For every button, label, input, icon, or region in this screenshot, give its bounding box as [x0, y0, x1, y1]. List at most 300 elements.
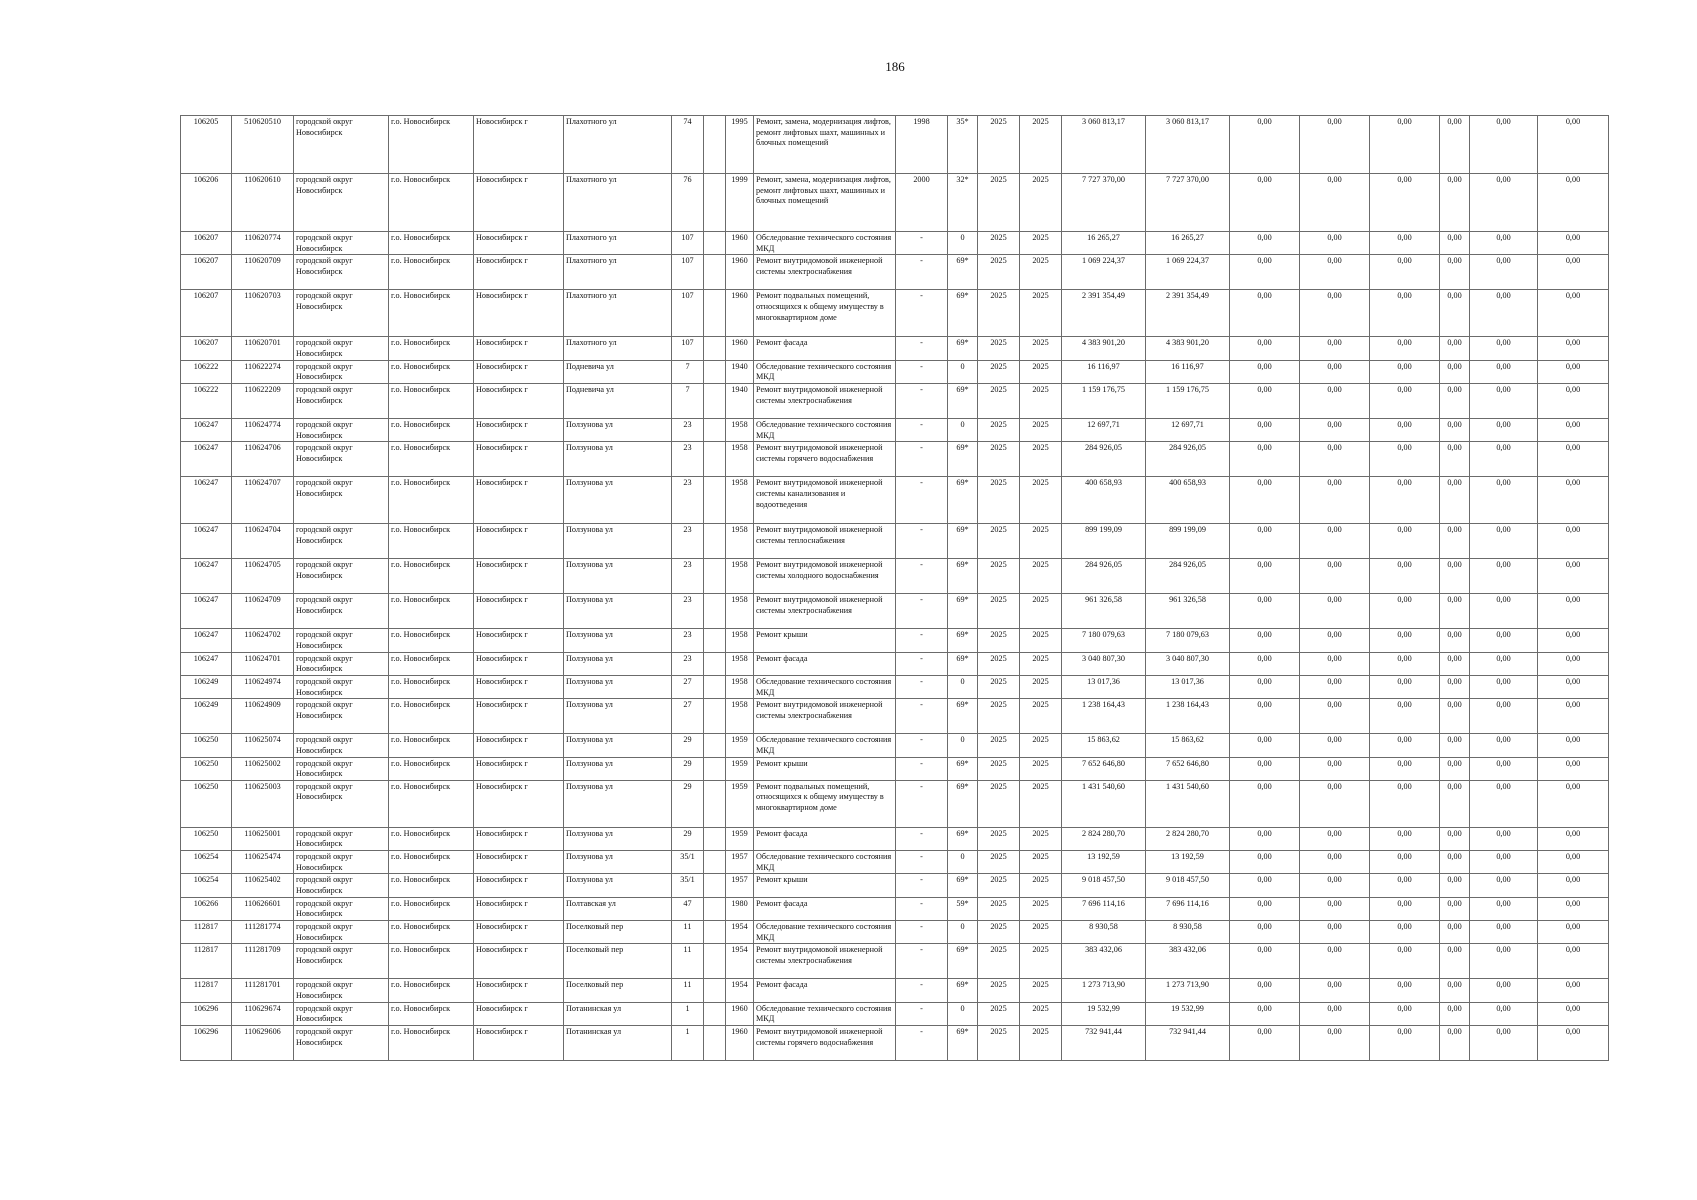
cell-plan-year-to: 2025 [1020, 232, 1062, 255]
cell-urban-district: г.о. Новосибирск [389, 652, 474, 675]
cell-plan-year-from: 2025 [978, 897, 1020, 920]
cell-year-built: 1957 [726, 874, 754, 897]
cell-plan-year-to: 2025 [1020, 174, 1062, 232]
cell-total-cost: 16 116,97 [1062, 360, 1146, 383]
cell-house-id: 106254 [181, 851, 232, 874]
cell-record-id: 110629606 [232, 1026, 294, 1061]
cell-work-type: Обследование технического состояния МКД [754, 851, 896, 874]
cell-work-type: Ремонт внутридомовой инженерной системы канализования и водоотведения [754, 477, 896, 524]
cell-plan-year-from: 2025 [978, 524, 1020, 559]
cell-total-cost: 3 040 807,30 [1062, 652, 1146, 675]
cell-cost-col-18: 0,00 [1300, 874, 1370, 897]
cell-municipality: городской округ Новосибирск [294, 874, 389, 897]
cell-building [704, 827, 726, 850]
cell-cost-col-17: 0,00 [1230, 559, 1300, 594]
cell-plan-year-to: 2025 [1020, 699, 1062, 734]
cell-urban-district: г.о. Новосибирск [389, 944, 474, 979]
cell-year-built: 1960 [726, 337, 754, 360]
cell-cost-col-17: 0,00 [1230, 594, 1300, 629]
cell-street: Ползунова ул [564, 734, 672, 757]
cell-year-built: 1954 [726, 921, 754, 944]
cell-cost-col-21: 0,00 [1470, 290, 1538, 337]
cell-work-type: Ремонт фасада [754, 827, 896, 850]
cell-cost-col-17: 0,00 [1230, 383, 1300, 418]
cell-house-number: 23 [672, 594, 704, 629]
cell-record-id: 110625402 [232, 874, 294, 897]
cell-year-built: 1999 [726, 174, 754, 232]
cell-record-id: 110625474 [232, 851, 294, 874]
cell-year-built: 1959 [726, 827, 754, 850]
cell-last-repair-year: 2000 [896, 174, 948, 232]
cell-cost-col-18: 0,00 [1300, 337, 1370, 360]
cell-cost-col-21: 0,00 [1470, 780, 1538, 827]
cell-cost-total-2: 284 926,05 [1146, 559, 1230, 594]
cell-settlement: Новосибирск г [474, 174, 564, 232]
cell-urban-district: г.о. Новосибирск [389, 232, 474, 255]
cell-street: Плахотного ул [564, 116, 672, 174]
cell-building [704, 675, 726, 698]
cell-wear-percent: 69* [948, 1026, 978, 1061]
cell-wear-percent: 69* [948, 524, 978, 559]
cell-last-repair-year: - [896, 524, 948, 559]
cell-year-built: 1958 [726, 699, 754, 734]
cell-cost-col-19: 0,00 [1370, 477, 1440, 524]
cell-cost-col-21: 0,00 [1470, 757, 1538, 780]
cell-cost-total-2: 15 863,62 [1146, 734, 1230, 757]
cell-urban-district: г.о. Новосибирск [389, 290, 474, 337]
cell-work-type: Обследование технического состояния МКД [754, 232, 896, 255]
cell-total-cost: 7 652 646,80 [1062, 757, 1146, 780]
cell-cost-col-19: 0,00 [1370, 174, 1440, 232]
cell-total-cost: 12 697,71 [1062, 418, 1146, 441]
cell-cost-col-20: 0,00 [1440, 594, 1470, 629]
cell-wear-percent: 0 [948, 1002, 978, 1025]
cell-work-type: Ремонт фасада [754, 979, 896, 1002]
cell-last-repair-year: - [896, 827, 948, 850]
cell-cost-col-18: 0,00 [1300, 477, 1370, 524]
cell-settlement: Новосибирск г [474, 979, 564, 1002]
cell-cost-col-17: 0,00 [1230, 629, 1300, 652]
cell-cost-col-22: 0,00 [1538, 699, 1609, 734]
cell-urban-district: г.о. Новосибирск [389, 116, 474, 174]
cell-cost-col-19: 0,00 [1370, 652, 1440, 675]
cell-settlement: Новосибирск г [474, 524, 564, 559]
cell-urban-district: г.о. Новосибирск [389, 1002, 474, 1025]
cell-work-type: Ремонт фасада [754, 897, 896, 920]
cell-record-id: 110624702 [232, 629, 294, 652]
table-row [181, 734, 1609, 757]
cell-year-built: 1940 [726, 383, 754, 418]
cell-cost-col-20: 0,00 [1440, 524, 1470, 559]
cell-plan-year-to: 2025 [1020, 897, 1062, 920]
cell-house-id: 106250 [181, 780, 232, 827]
cell-building [704, 897, 726, 920]
cell-urban-district: г.о. Новосибирск [389, 477, 474, 524]
cell-house-number: 23 [672, 477, 704, 524]
cell-cost-col-17: 0,00 [1230, 418, 1300, 441]
cell-cost-col-22: 0,00 [1538, 232, 1609, 255]
cell-work-type: Ремонт подвальных помещений, относящихся к общему имуществу в многоквартирном доме [754, 290, 896, 337]
cell-cost-col-17: 0,00 [1230, 699, 1300, 734]
cell-record-id: 110624774 [232, 418, 294, 441]
cell-building [704, 594, 726, 629]
cell-house-id: 112817 [181, 979, 232, 1002]
cell-cost-col-21: 0,00 [1470, 418, 1538, 441]
cell-house-id: 106296 [181, 1026, 232, 1061]
cell-cost-col-20: 0,00 [1440, 255, 1470, 290]
cell-building [704, 290, 726, 337]
cell-total-cost: 1 431 540,60 [1062, 780, 1146, 827]
cell-last-repair-year: - [896, 559, 948, 594]
cell-house-number: 47 [672, 897, 704, 920]
cell-year-built: 1958 [726, 524, 754, 559]
cell-house-id: 106247 [181, 629, 232, 652]
cell-last-repair-year: - [896, 944, 948, 979]
cell-last-repair-year: - [896, 1002, 948, 1025]
cell-wear-percent: 69* [948, 780, 978, 827]
cell-plan-year-from: 2025 [978, 418, 1020, 441]
cell-house-number: 76 [672, 174, 704, 232]
cell-wear-percent: 35* [948, 116, 978, 174]
cell-settlement: Новосибирск г [474, 757, 564, 780]
cell-year-built: 1954 [726, 944, 754, 979]
cell-wear-percent: 69* [948, 290, 978, 337]
cell-street: Плахотного ул [564, 290, 672, 337]
cell-year-built: 1958 [726, 442, 754, 477]
cell-plan-year-from: 2025 [978, 874, 1020, 897]
cell-cost-col-18: 0,00 [1300, 780, 1370, 827]
cell-municipality: городской округ Новосибирск [294, 897, 389, 920]
cell-cost-col-20: 0,00 [1440, 360, 1470, 383]
cell-house-number: 29 [672, 827, 704, 850]
table-row [181, 116, 1609, 174]
cell-cost-col-22: 0,00 [1538, 116, 1609, 174]
cell-cost-col-17: 0,00 [1230, 979, 1300, 1002]
cell-cost-col-17: 0,00 [1230, 734, 1300, 757]
cell-cost-col-22: 0,00 [1538, 418, 1609, 441]
cell-house-number: 23 [672, 652, 704, 675]
cell-cost-col-22: 0,00 [1538, 559, 1609, 594]
cell-cost-col-19: 0,00 [1370, 418, 1440, 441]
cell-record-id: 110622209 [232, 383, 294, 418]
cell-house-id: 106266 [181, 897, 232, 920]
cell-work-type: Ремонт подвальных помещений, относящихся к общему имуществу в многоквартирном доме [754, 780, 896, 827]
cell-total-cost: 284 926,05 [1062, 442, 1146, 477]
cell-wear-percent: 0 [948, 921, 978, 944]
cell-plan-year-from: 2025 [978, 337, 1020, 360]
cell-record-id: 110626601 [232, 897, 294, 920]
cell-house-number: 11 [672, 979, 704, 1002]
cell-building [704, 559, 726, 594]
table-row [181, 255, 1609, 290]
cell-building [704, 1002, 726, 1025]
cell-street: Подневича ул [564, 360, 672, 383]
cell-cost-total-2: 7 652 646,80 [1146, 757, 1230, 780]
cell-street: Ползунова ул [564, 874, 672, 897]
cell-municipality: городской округ Новосибирск [294, 734, 389, 757]
cell-house-id: 106207 [181, 290, 232, 337]
cell-wear-percent: 69* [948, 629, 978, 652]
cell-total-cost: 4 383 901,20 [1062, 337, 1146, 360]
cell-street: Ползунова ул [564, 442, 672, 477]
cell-work-type: Ремонт фасада [754, 337, 896, 360]
cell-house-id: 106247 [181, 524, 232, 559]
cell-plan-year-to: 2025 [1020, 1002, 1062, 1025]
cell-cost-col-18: 0,00 [1300, 921, 1370, 944]
cell-cost-col-21: 0,00 [1470, 383, 1538, 418]
cell-municipality: городской округ Новосибирск [294, 418, 389, 441]
cell-cost-col-17: 0,00 [1230, 652, 1300, 675]
cell-municipality: городской округ Новосибирск [294, 944, 389, 979]
cell-cost-col-22: 0,00 [1538, 757, 1609, 780]
cell-plan-year-from: 2025 [978, 757, 1020, 780]
cell-work-type: Ремонт внутридомовой инженерной системы электроснабжения [754, 383, 896, 418]
cell-work-type: Ремонт внутридомовой инженерной системы теплоснабжения [754, 524, 896, 559]
cell-cost-col-17: 0,00 [1230, 337, 1300, 360]
cell-work-type: Ремонт, замена, модернизация лифтов, ремонт лифтовых шахт, машинных и блочных помещений [754, 174, 896, 232]
cell-work-type: Ремонт, замена, модернизация лифтов, ремонт лифтовых шахт, машинных и блочных помещений [754, 116, 896, 174]
cell-settlement: Новосибирск г [474, 337, 564, 360]
cell-cost-col-22: 0,00 [1538, 1002, 1609, 1025]
cell-year-built: 1958 [726, 675, 754, 698]
cell-cost-col-19: 0,00 [1370, 290, 1440, 337]
cell-building [704, 418, 726, 441]
cell-urban-district: г.о. Новосибирск [389, 757, 474, 780]
cell-work-type: Ремонт внутридомовой инженерной системы электроснабжения [754, 594, 896, 629]
cell-urban-district: г.о. Новосибирск [389, 874, 474, 897]
cell-cost-col-19: 0,00 [1370, 874, 1440, 897]
cell-year-built: 1957 [726, 851, 754, 874]
cell-cost-total-2: 19 532,99 [1146, 1002, 1230, 1025]
table-row [181, 559, 1609, 594]
cell-municipality: городской округ Новосибирск [294, 232, 389, 255]
cell-year-built: 1958 [726, 594, 754, 629]
cell-work-type: Ремонт крыши [754, 629, 896, 652]
table-row [181, 290, 1609, 337]
cell-total-cost: 961 326,58 [1062, 594, 1146, 629]
cell-plan-year-from: 2025 [978, 290, 1020, 337]
cell-cost-col-22: 0,00 [1538, 360, 1609, 383]
cell-last-repair-year: - [896, 757, 948, 780]
cell-cost-col-19: 0,00 [1370, 944, 1440, 979]
cell-plan-year-to: 2025 [1020, 874, 1062, 897]
cell-last-repair-year: - [896, 780, 948, 827]
cell-last-repair-year: - [896, 383, 948, 418]
cell-year-built: 1960 [726, 290, 754, 337]
table-row [181, 979, 1609, 1002]
cell-total-cost: 2 824 280,70 [1062, 827, 1146, 850]
cell-house-number: 23 [672, 524, 704, 559]
cell-building [704, 921, 726, 944]
cell-municipality: городской округ Новосибирск [294, 383, 389, 418]
cell-cost-col-21: 0,00 [1470, 594, 1538, 629]
cell-plan-year-to: 2025 [1020, 827, 1062, 850]
cell-house-id: 106250 [181, 827, 232, 850]
cell-cost-col-19: 0,00 [1370, 827, 1440, 850]
cell-record-id: 110620610 [232, 174, 294, 232]
cell-building [704, 734, 726, 757]
cell-cost-total-2: 16 116,97 [1146, 360, 1230, 383]
cell-street: Ползунова ул [564, 594, 672, 629]
cell-cost-col-21: 0,00 [1470, 944, 1538, 979]
cell-plan-year-from: 2025 [978, 921, 1020, 944]
cell-record-id: 110620774 [232, 232, 294, 255]
cell-cost-col-20: 0,00 [1440, 174, 1470, 232]
cell-settlement: Новосибирск г [474, 851, 564, 874]
cell-cost-col-22: 0,00 [1538, 979, 1609, 1002]
cell-plan-year-to: 2025 [1020, 337, 1062, 360]
cell-municipality: городской округ Новосибирск [294, 827, 389, 850]
cell-cost-total-2: 383 432,06 [1146, 944, 1230, 979]
cell-street: Плахотного ул [564, 337, 672, 360]
cell-house-id: 106247 [181, 418, 232, 441]
cell-cost-col-18: 0,00 [1300, 360, 1370, 383]
table-row [181, 652, 1609, 675]
cell-plan-year-from: 2025 [978, 629, 1020, 652]
cell-building [704, 699, 726, 734]
cell-house-id: 106249 [181, 699, 232, 734]
cell-cost-total-2: 8 930,58 [1146, 921, 1230, 944]
cell-plan-year-to: 2025 [1020, 116, 1062, 174]
cell-wear-percent: 69* [948, 442, 978, 477]
cell-last-repair-year: - [896, 699, 948, 734]
cell-house-id: 112817 [181, 944, 232, 979]
cell-wear-percent: 69* [948, 594, 978, 629]
cell-wear-percent: 69* [948, 477, 978, 524]
cell-street: Потанинская ул [564, 1002, 672, 1025]
cell-cost-col-19: 0,00 [1370, 699, 1440, 734]
cell-municipality: городской округ Новосибирск [294, 255, 389, 290]
table-row [181, 699, 1609, 734]
cell-total-cost: 9 018 457,50 [1062, 874, 1146, 897]
cell-plan-year-from: 2025 [978, 699, 1020, 734]
cell-cost-col-17: 0,00 [1230, 442, 1300, 477]
cell-cost-col-20: 0,00 [1440, 944, 1470, 979]
cell-settlement: Новосибирск г [474, 629, 564, 652]
cell-cost-col-19: 0,00 [1370, 524, 1440, 559]
cell-municipality: городской округ Новосибирск [294, 757, 389, 780]
cell-total-cost: 1 238 164,43 [1062, 699, 1146, 734]
cell-street: Ползунова ул [564, 757, 672, 780]
table-row [181, 418, 1609, 441]
cell-cost-col-22: 0,00 [1538, 734, 1609, 757]
cell-house-id: 106250 [181, 734, 232, 757]
cell-cost-col-22: 0,00 [1538, 290, 1609, 337]
cell-record-id: 110625001 [232, 827, 294, 850]
cell-building [704, 116, 726, 174]
cell-wear-percent: 69* [948, 874, 978, 897]
cell-plan-year-from: 2025 [978, 255, 1020, 290]
cell-cost-col-17: 0,00 [1230, 477, 1300, 524]
cell-record-id: 110624704 [232, 524, 294, 559]
cell-house-number: 27 [672, 699, 704, 734]
cell-municipality: городской округ Новосибирск [294, 652, 389, 675]
cell-urban-district: г.о. Новосибирск [389, 827, 474, 850]
cell-house-id: 106206 [181, 174, 232, 232]
cell-total-cost: 8 930,58 [1062, 921, 1146, 944]
cell-settlement: Новосибирск г [474, 897, 564, 920]
cell-last-repair-year: - [896, 360, 948, 383]
cell-cost-col-22: 0,00 [1538, 629, 1609, 652]
repair-program-table [180, 115, 1609, 1061]
cell-year-built: 1959 [726, 780, 754, 827]
cell-cost-col-22: 0,00 [1538, 675, 1609, 698]
cell-house-number: 35/1 [672, 851, 704, 874]
cell-cost-col-20: 0,00 [1440, 629, 1470, 652]
cell-cost-col-21: 0,00 [1470, 874, 1538, 897]
cell-cost-total-2: 7 696 114,16 [1146, 897, 1230, 920]
cell-building [704, 255, 726, 290]
cell-cost-col-17: 0,00 [1230, 675, 1300, 698]
cell-plan-year-to: 2025 [1020, 780, 1062, 827]
cell-cost-col-22: 0,00 [1538, 383, 1609, 418]
table-row [181, 780, 1609, 827]
cell-wear-percent: 69* [948, 337, 978, 360]
cell-cost-total-2: 2 391 354,49 [1146, 290, 1230, 337]
cell-cost-col-22: 0,00 [1538, 442, 1609, 477]
cell-building [704, 979, 726, 1002]
cell-cost-col-22: 0,00 [1538, 944, 1609, 979]
cell-cost-col-18: 0,00 [1300, 757, 1370, 780]
cell-plan-year-from: 2025 [978, 827, 1020, 850]
cell-total-cost: 3 060 813,17 [1062, 116, 1146, 174]
cell-plan-year-from: 2025 [978, 652, 1020, 675]
cell-cost-col-21: 0,00 [1470, 337, 1538, 360]
cell-total-cost: 13 017,36 [1062, 675, 1146, 698]
cell-plan-year-from: 2025 [978, 442, 1020, 477]
cell-cost-col-20: 0,00 [1440, 675, 1470, 698]
cell-house-number: 23 [672, 442, 704, 477]
cell-settlement: Новосибирск г [474, 418, 564, 441]
cell-total-cost: 732 941,44 [1062, 1026, 1146, 1061]
table-row [181, 874, 1609, 897]
cell-cost-col-20: 0,00 [1440, 418, 1470, 441]
cell-plan-year-to: 2025 [1020, 944, 1062, 979]
cell-building [704, 337, 726, 360]
cell-record-id: 510620510 [232, 116, 294, 174]
table-row [181, 360, 1609, 383]
cell-street: Потанинская ул [564, 1026, 672, 1061]
cell-plan-year-to: 2025 [1020, 921, 1062, 944]
cell-plan-year-from: 2025 [978, 174, 1020, 232]
cell-urban-district: г.о. Новосибирск [389, 675, 474, 698]
cell-cost-col-20: 0,00 [1440, 874, 1470, 897]
cell-cost-col-18: 0,00 [1300, 174, 1370, 232]
cell-cost-total-2: 1 238 164,43 [1146, 699, 1230, 734]
cell-year-built: 1958 [726, 559, 754, 594]
cell-work-type: Ремонт внутридомовой инженерной системы горячего водоснабжения [754, 442, 896, 477]
cell-last-repair-year: - [896, 442, 948, 477]
cell-street: Плахотного ул [564, 255, 672, 290]
cell-cost-col-22: 0,00 [1538, 851, 1609, 874]
cell-work-type: Обследование технического состояния МКД [754, 734, 896, 757]
cell-work-type: Обследование технического состояния МКД [754, 1002, 896, 1025]
cell-cost-col-19: 0,00 [1370, 594, 1440, 629]
cell-cost-col-19: 0,00 [1370, 1002, 1440, 1025]
cell-settlement: Новосибирск г [474, 232, 564, 255]
cell-year-built: 1995 [726, 116, 754, 174]
cell-cost-col-19: 0,00 [1370, 337, 1440, 360]
cell-house-number: 7 [672, 360, 704, 383]
cell-plan-year-from: 2025 [978, 559, 1020, 594]
cell-municipality: городской округ Новосибирск [294, 442, 389, 477]
cell-cost-total-2: 13 017,36 [1146, 675, 1230, 698]
cell-total-cost: 899 199,09 [1062, 524, 1146, 559]
cell-house-number: 23 [672, 418, 704, 441]
cell-cost-col-19: 0,00 [1370, 383, 1440, 418]
cell-municipality: городской округ Новосибирск [294, 524, 389, 559]
cell-cost-col-19: 0,00 [1370, 559, 1440, 594]
